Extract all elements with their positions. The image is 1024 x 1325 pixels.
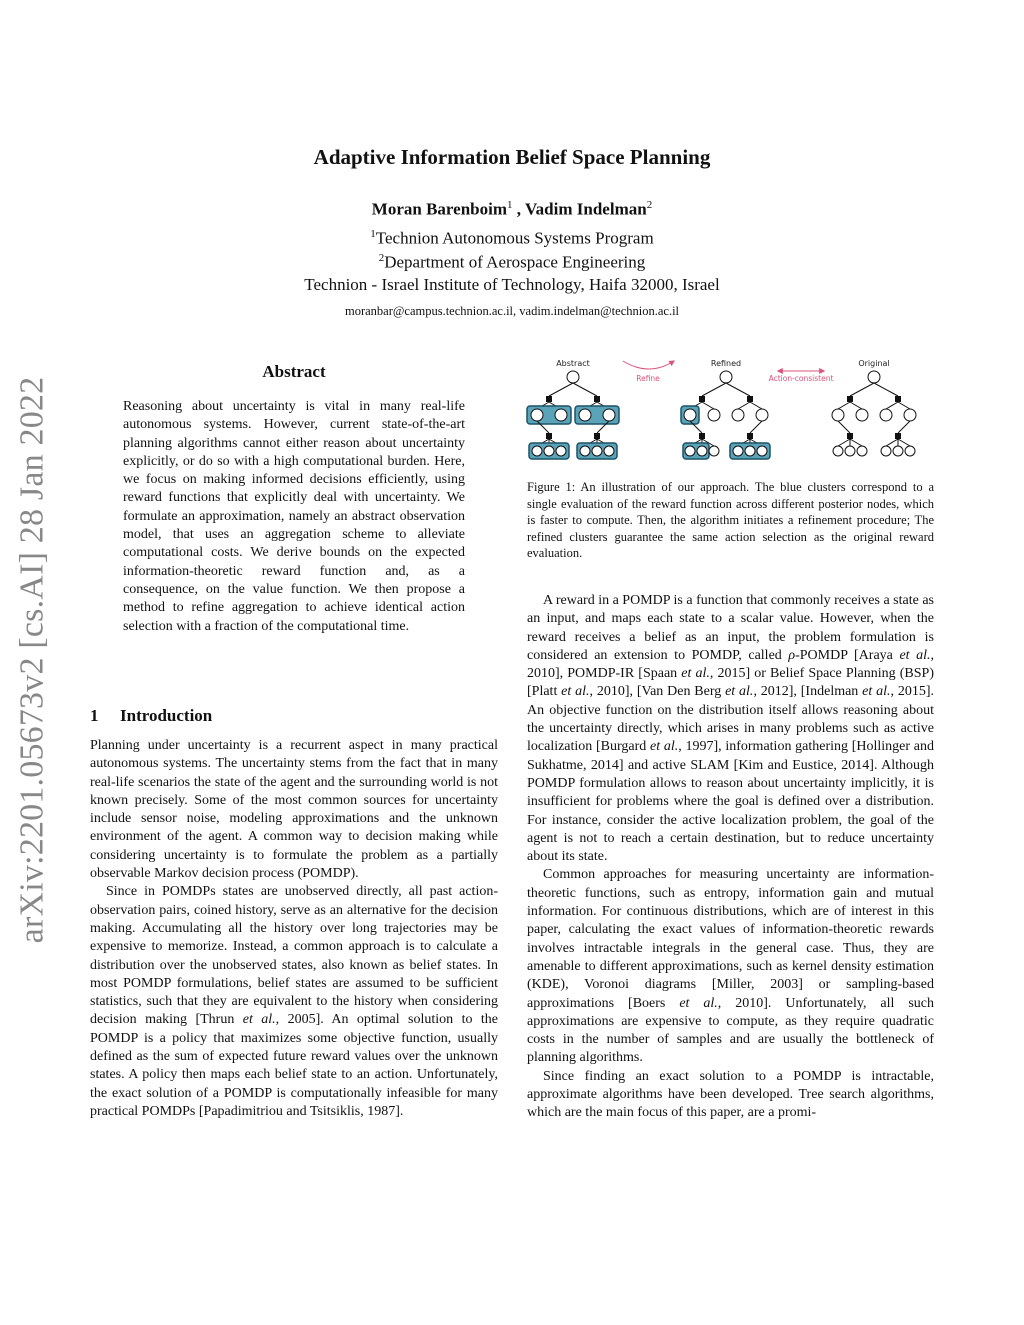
paragraph: Common approaches for measuring uncertainty are information-theoretic functions, such as entropy, information gain and mutual information. For continuous distributions, which are of interest in this paper, calculating the exact values of information-theoretic rewards involves intractable integrals in the general case. Thus, they are amenable to different approximations, such as kernel density estimation (KDE), Voronoi diagrams [Miller, 2003] or sampling-based approximations [Boers et al., 2010]. Unfortunately, all such approximations are expensive to compute, as they require quadratic costs in the number of samples and are usually the bottleneck of planning algorithms.: [527, 867, 935, 1066]
figure-caption: Figure 1: An illustration of our approach. The blue clusters correspond to a single evaluation of the reward function across different posterior nodes, which is faster to compute. Then, the algorithm initiates a refinement procedure; The refined clusters guarantee the same action selection as the original reward evaluation.: [527, 480, 934, 560]
tree-edge: [850, 439, 862, 446]
belief-node: [531, 409, 543, 421]
arxiv-sidebar-stamp: [8, 370, 56, 950]
figure-labels: [556, 359, 889, 368]
belief-node: [697, 446, 707, 456]
tree-edge: [838, 439, 850, 446]
tree-edge: [702, 402, 714, 409]
belief-node: [709, 446, 719, 456]
belief-node: [732, 409, 744, 421]
tree-edge: [886, 439, 898, 446]
tree-edge: [850, 402, 862, 409]
left-column-body: [90, 737, 498, 1121]
figure-1-illustration: [524, 354, 938, 466]
abstract-heading: Abstract: [262, 362, 326, 381]
action-node: [546, 433, 552, 439]
action-node: [594, 433, 600, 439]
original-tree: [832, 371, 916, 456]
action-node: [747, 396, 753, 402]
action-node: [699, 433, 705, 439]
belief-node: [604, 446, 614, 456]
section-heading: [90, 706, 212, 726]
belief-node: [556, 446, 566, 456]
belief-node: [905, 446, 915, 456]
tree-edge: [898, 402, 910, 409]
paragraph: Since in POMDPs states are unobserved directly, all past action-observation pairs, coined history, serve as an alternative for the decision making. Accumulating all the history over long trajectories may be expensive to memorize. Instead, a common approach is to calculate a distribution over the unobserved states, also known as belief states. In most POMDP formulations, belief states are assumed to be sufficient statistics, such that they are equivalent to the history when considering decision making [Thrun et al., 2005]. An optimal solution to the POMDP is a policy that maximizes some objective function, usually defined as the sum of expected future reward values over the unknown states. A policy then maps each belief state to an action. Unfortunately, the exact solution of a POMDP is computationally infeasible for many practical POMDPs [Papadimitriou and Tsitsiklis, 1987].: [90, 884, 498, 1119]
action-node: [895, 433, 901, 439]
author-name: Vadim Indelman: [524, 199, 647, 219]
tree-edge: [702, 383, 726, 396]
belief-node: [756, 409, 768, 421]
belief-node: [833, 446, 843, 456]
tree-edge: [838, 421, 850, 433]
refine-arrow-label: Refine: [636, 374, 660, 383]
tree-edge: [838, 402, 850, 409]
action-consistent-label: Action-consistent: [768, 374, 834, 383]
belief-node: [544, 446, 554, 456]
affiliation-line: [0, 275, 1024, 295]
affiliation-line: [0, 228, 1024, 249]
refine-arrow: [623, 361, 674, 369]
tree-edge: [750, 402, 762, 409]
paragraph: A reward in a POMDP is a function that commonly receives a state as an input, and maps each state to a scalar value. However, when the reward receives a belief as an input, the problem formulation is considered an extension to POMDP, called ρ-POMDP [Araya et al., 2010], POMDP-IR [Spaan et al., 2015] or Belief Space Planning (BSP) [Platt et al., 2010], [Van Den Berg et al., 2012], [Indelman et al., 2015]. An objective function on the distribution itself allows reasoning about the uncertainty directly, which arises in many problems such as active localization [Burgard et al., 1997], information gathering [Hollinger and Sukhatme, 2014] and active SLAM [Kim and Eustice, 2014]. Although POMDP formulation allows to reason about uncertainty implicitly, it is insufficient for problems where the goal is defined over a distribution. For instance, consider the active localization problem, the goal of the agent is not to reach a certain destination, but to reduce uncertainty about its state.: [527, 593, 935, 865]
author-separator: ,: [512, 199, 525, 219]
belief-node: [579, 409, 591, 421]
belief-node: [685, 446, 695, 456]
tree-edge: [549, 383, 573, 396]
tree-label-refined: Refined: [710, 359, 742, 368]
abstract-text: Reasoning about uncertainty is vital in many real-life autonomous systems. However, current state-of-the-art planning algorithms cannot either reason about uncertainty explicitly, or do so with a high computational burden. Here, we focus on making informed decisions efficiently, using reward functions that explicitly deal with uncertainty. We formulate an approximation, namely an abstract observation model, that uses an aggregation scheme to alleviate computational costs. We derive bounds on the expected information-theoretic reward function and, as a consequence, on the value function. We then propose a method to refine aggregation to achieve identical action selection with a fraction of the computational time.: [123, 399, 465, 634]
affiliation-marker: 2: [378, 252, 385, 264]
abstract-tree: [527, 371, 619, 459]
belief-node: [555, 409, 567, 421]
tree-edge: [874, 383, 898, 396]
paragraph: Planning under uncertainty is a recurrent aspect in many practical autonomous systems. The uncertainty stems from the fact that in many real-life scenarios the state of the agent and the surrounding world is not known precisely. Some of the most common sources for uncertainty include sensor noise, modeling approximations and the unknown environment of the agent. A common way to decision making while considering uncertainty is to formulate the problem as a partially observable Markov decision process (POMDP).: [90, 738, 498, 882]
action-node: [747, 433, 753, 439]
belief-node: [708, 409, 720, 421]
belief-node: [757, 446, 767, 456]
tree-edge: [573, 383, 597, 396]
right-column-body: [527, 592, 934, 1123]
section-number: 1: [90, 706, 99, 725]
section-title: Introduction: [120, 706, 213, 725]
belief-node: [720, 371, 732, 383]
belief-node: [532, 446, 542, 456]
affiliation-line: [0, 252, 1024, 273]
tree-label-original: Original: [858, 359, 890, 368]
action-node: [847, 433, 853, 439]
author-line: [0, 199, 1024, 220]
belief-node: [684, 409, 696, 421]
tree-edge: [750, 421, 762, 433]
belief-node: [745, 446, 755, 456]
tree-edge: [898, 439, 910, 446]
tree-edge: [898, 421, 910, 433]
belief-node: [856, 409, 868, 421]
belief-node: [868, 371, 880, 383]
affiliation-marker: 1: [370, 228, 376, 240]
arxiv-id-text: arXiv:2201.05673v2 [cs.AI] 28 Jan 2022: [13, 376, 50, 944]
tree-edge: [886, 402, 898, 409]
action-node: [546, 396, 552, 402]
tree-edge: [726, 383, 750, 396]
belief-node: [893, 446, 903, 456]
affiliation-text: Technion - Israel Institute of Technology, Haifa 32000, Israel: [304, 275, 720, 294]
belief-node: [733, 446, 743, 456]
tree-edge: [850, 383, 874, 396]
affiliation-text: Technion Autonomous Systems Program: [375, 228, 654, 248]
belief-node: [832, 409, 844, 421]
action-node: [699, 396, 705, 402]
tree-edge: [738, 402, 750, 409]
tree-label-abstract: Abstract: [556, 359, 590, 368]
action-node: [594, 396, 600, 402]
belief-node: [857, 446, 867, 456]
author-name: Moran Barenboim: [371, 199, 508, 219]
belief-node: [845, 446, 855, 456]
author-affiliation-marker: 2: [646, 199, 653, 211]
author-emails: moranbar@campus.technion.ac.il, vadim.indelman@technion.ac.il: [344, 304, 680, 318]
belief-node: [603, 409, 615, 421]
belief-node: [881, 446, 891, 456]
belief-node: [567, 371, 579, 383]
paragraph: Since finding an exact solution to a POMDP is intractable, approximate algorithms have been developed. Tree search algorithms, which are the main focus of this paper, are a promi-: [527, 1068, 934, 1121]
belief-node: [592, 446, 602, 456]
paper-title: Adaptive Information Belief Space Planning: [313, 145, 711, 169]
author-affiliation-marker: 1: [507, 199, 513, 211]
belief-node: [904, 409, 916, 421]
action-node: [847, 396, 853, 402]
affiliation-text: Department of Aerospace Engineering: [384, 252, 646, 272]
belief-node: [580, 446, 590, 456]
action-node: [895, 396, 901, 402]
belief-node: [880, 409, 892, 421]
refined-tree: [681, 371, 770, 459]
